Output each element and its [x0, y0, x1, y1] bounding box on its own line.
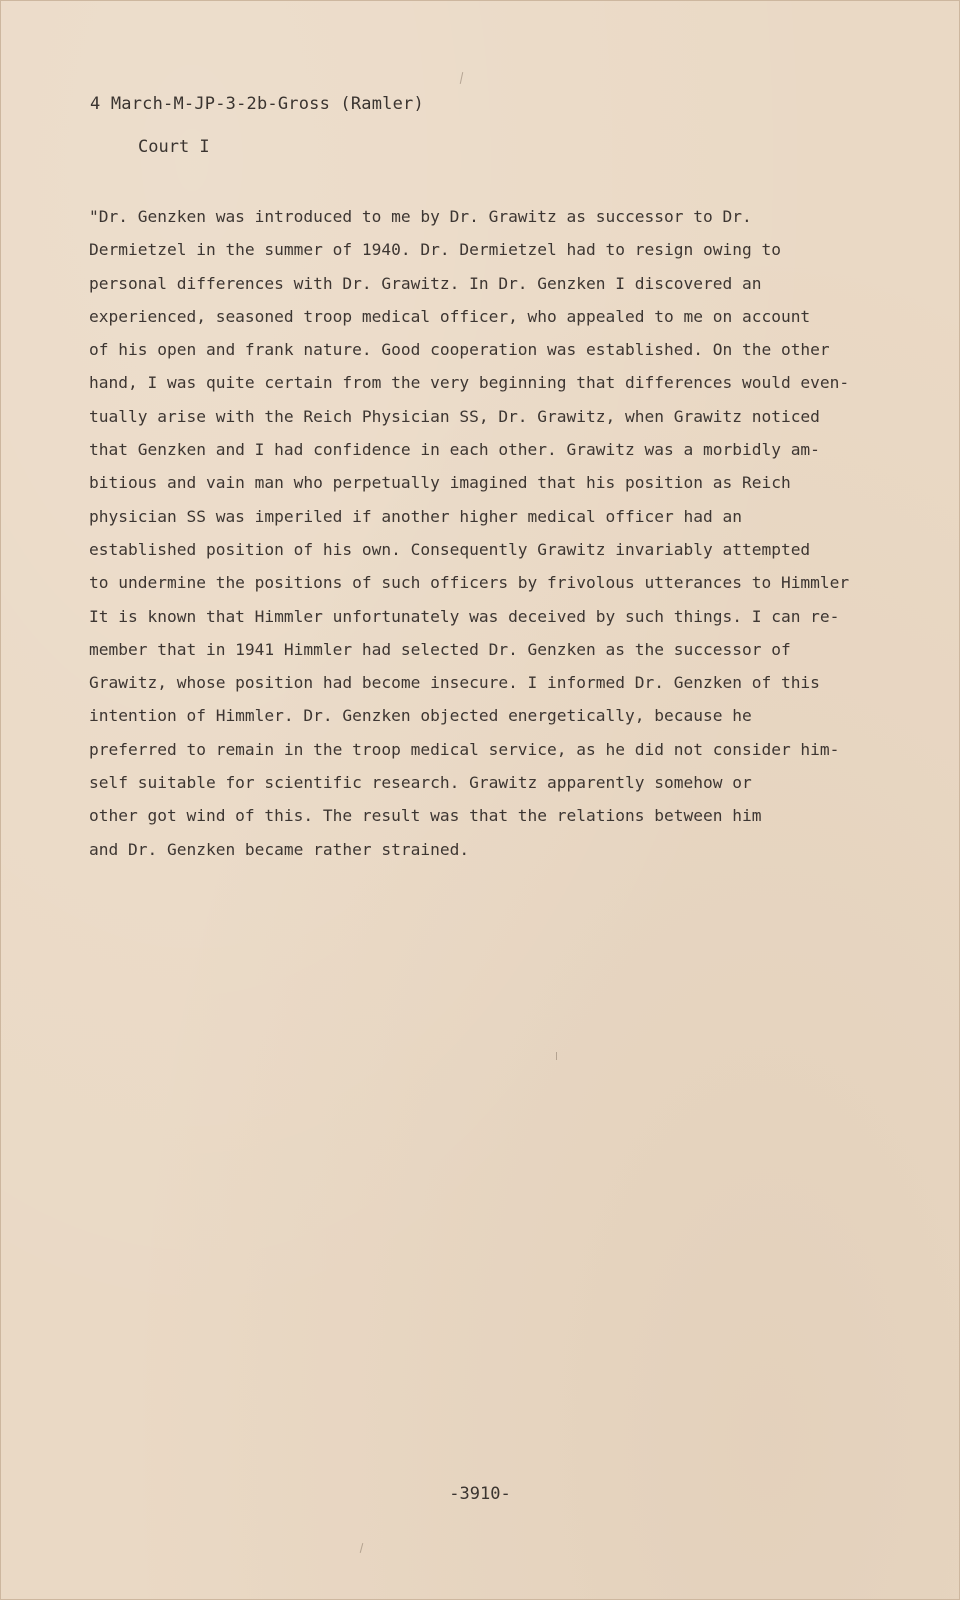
stray-mark [556, 1052, 557, 1060]
court-label: Court I [138, 137, 210, 157]
body-line: experienced, seasoned troop medical officer, who appealed to me on account [89, 306, 811, 326]
stray-mark [460, 72, 463, 84]
testimony-body [89, 200, 889, 866]
body-line: preferred to remain in the troop medical service, as he did not consider him- [89, 739, 840, 759]
body-line: member that in 1941 Himmler had selected Dr. Genzken as the successor of [89, 639, 791, 659]
body-line: hand, I was quite certain from the very beginning that differences would even- [89, 373, 850, 393]
body-line: bitious and vain man who perpetually imagined that his position as Reich [89, 473, 791, 493]
page-number: -3910- [449, 1484, 511, 1504]
body-line: established position of his own. Consequently Grawitz invariably attempted [89, 539, 811, 559]
body-line: tually arise with the Reich Physician SS, Dr. Grawitz, when Grawitz noticed [89, 406, 820, 426]
document-header: 4 March-M-JP-3-2b-Gross (Ramler) [90, 94, 424, 114]
body-line: of his open and frank nature. Good cooperation was established. On the other [89, 340, 830, 360]
body-line: other got wind of this. The result was that the relations between him [89, 806, 762, 826]
body-line: Grawitz, whose position had become insecure. I informed Dr. Genzken of this [89, 673, 820, 693]
body-line: intention of Himmler. Dr. Genzken objected energetically, because he [89, 706, 752, 726]
body-line: that Genzken and I had confidence in each other. Grawitz was a morbidly am- [89, 440, 820, 460]
body-line: personal differences with Dr. Grawitz. In Dr. Genzken I discovered an [89, 273, 762, 293]
stray-mark [360, 1543, 364, 1553]
body-line: It is known that Himmler unfortunately was deceived by such things. I can re- [89, 606, 840, 626]
body-line: self suitable for scientific research. Grawitz apparently somehow or [89, 773, 752, 793]
body-line: physician SS was imperiled if another higher medical officer had an [89, 506, 742, 526]
body-line: and Dr. Genzken became rather strained. [89, 839, 470, 859]
body-line: "Dr. Genzken was introduced to me by Dr. Grawitz as successor to Dr. [89, 207, 752, 226]
body-line: to undermine the positions of such officers by frivolous utterances to Himmler [89, 573, 850, 593]
body-line: Dermietzel in the summer of 1940. Dr. Dermietzel had to resign owing to [89, 240, 781, 260]
